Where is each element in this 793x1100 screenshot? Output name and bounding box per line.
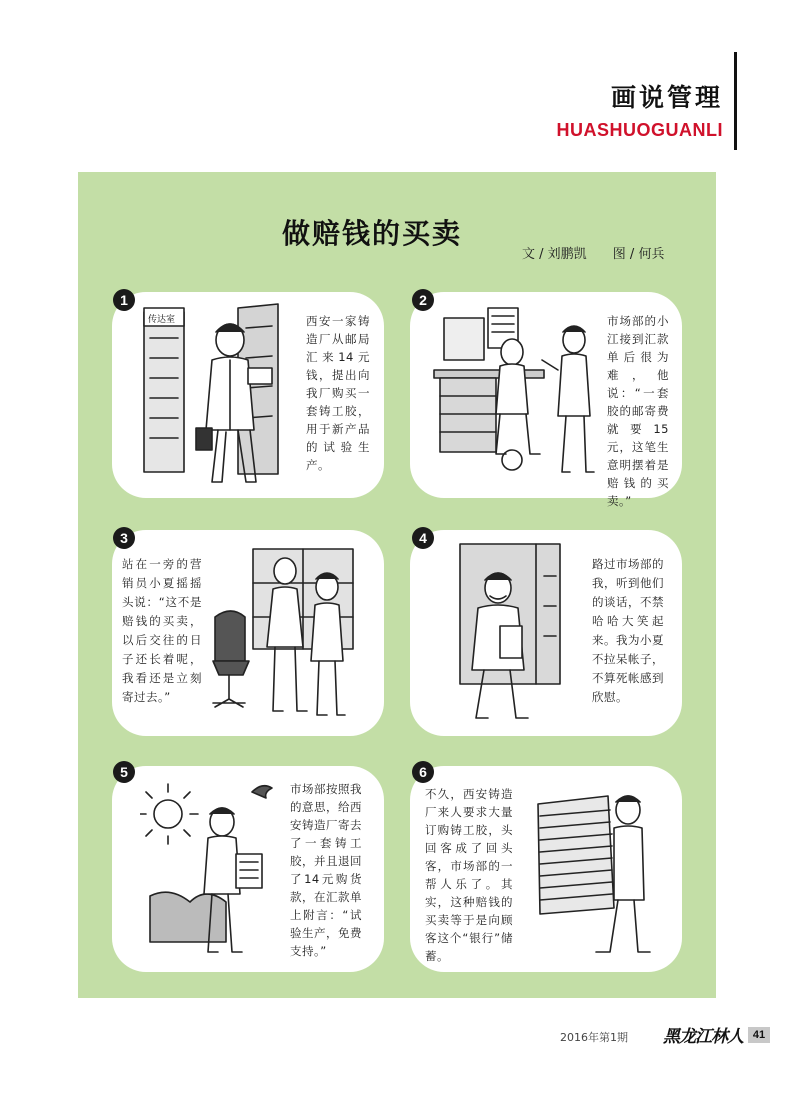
illustration-two-salesmen [205,543,365,725]
panel-text-2: 市场部的小江接到汇款单后很为难，他说：“一套胶的邮寄费就要15元，这笔生意明摆着是赔钱的买卖。” [607,314,669,508]
illustration-man-carrying-stack [528,776,660,961]
panel-number-5: 5 [113,761,135,783]
panel-text-1: 西安一家铸造厂从邮局汇来14元钱，提出向我厂购买一套铸工胶，用于新产品的试验生产。 [306,314,370,472]
panel-text-6: 不久，西安铸造厂来人要求大量订购铸工胶，头回客成了回头客，市场部的一帮人乐了。其实，这种赔钱的买卖等于是向顾客这个“银行”储蓄。 [425,787,513,963]
panel-text-3: 站在一旁的营销员小夏摇摇头说：“这不是赔钱的买卖，以后交往的日子还长着呢，我看还是立刻寄过去。” [122,557,202,704]
issue-label: 2016年第1期 [560,1031,628,1044]
illustrator: 图 / 何兵 [612,247,665,262]
section-subtitle: HUASHUOGUANLI [556,120,723,140]
door-sign: 传达室 [148,315,176,325]
panel-number-2: 2 [412,289,434,311]
article-title: 做赔钱的买卖 [282,217,463,250]
panel-text-4: 路过市场部的我，听到他们的谈话，不禁哈哈大笑起来。我为小夏不拉呆帐子，不算死帐感到欣慰。 [592,557,664,704]
section-title: 画说管理 [610,83,723,112]
author: 文 / 刘鹏凯 [522,247,587,262]
illustration-man-with-package [140,776,300,961]
panel-text-5: 市场部按照我的意思，给西安铸造厂寄去了一套铸工胶，并且退回了14元购货款，在汇款单上附言：“试验生产，免费支持。” [290,782,362,958]
illustration-laughing-man-doorway [440,536,580,728]
illustration-office-desk [430,300,602,480]
illustration-man-at-door [138,298,288,493]
panel-number-1: 1 [113,289,135,311]
header-divider [734,52,737,150]
panel-number-6: 6 [412,761,434,783]
panel-number-4: 4 [412,527,434,549]
page-number: 41 [748,1027,770,1043]
magazine-logo: 黑龙江林人 [663,1027,743,1047]
panel-number-3: 3 [113,527,135,549]
byline [522,243,664,262]
